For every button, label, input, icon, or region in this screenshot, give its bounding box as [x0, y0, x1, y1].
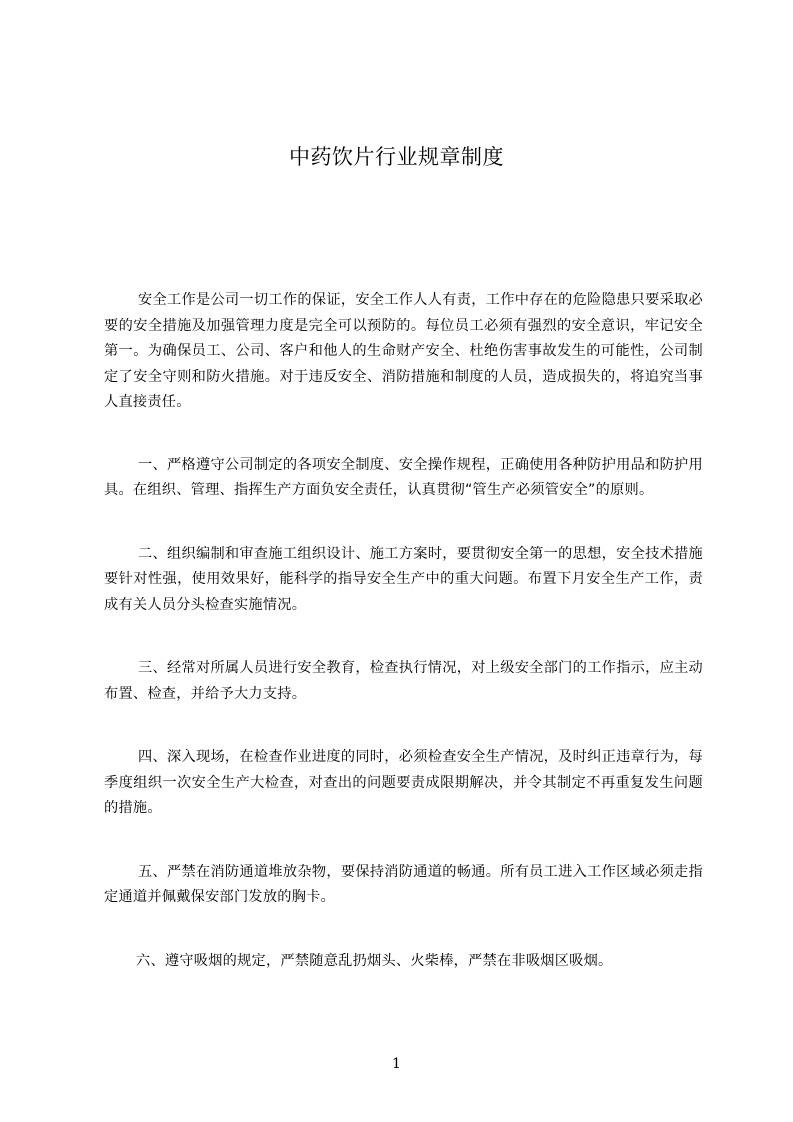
rule-paragraph-1: 一、严格遵守公司制定的各项安全制度、安全操作规程，正确使用各种防护用品和防护用具。在组织、管理、指挥生产方面负安全责任，认真贯彻“管生产必须管安全”的原则。: [104, 456, 703, 498]
rule-paragraph-6: 六、遵守吸烟的规定，严禁随意乱扔烟头、火柴棒，严禁在非吸烟区吸烟。: [136, 952, 613, 969]
rule-paragraph-4: 四、深入现场，在检查作业进度的同时，必须检查安全生产情况，及时纠正违章行为，每季度组织一次安全生产大检查，对查出的问题要责成限期解决，并令其制定不再重复发生问题的措施。: [104, 749, 703, 816]
rule-paragraph-3: 三、经常对所属人员进行安全教育，检查执行情况，对上级安全部门的工作指示，应主动布置、检查，并给予大力支持。: [104, 660, 703, 702]
document-title: 中药饮片行业规章制度: [289, 145, 504, 169]
document-body: [104, 288, 703, 1012]
page-number: 1: [392, 1056, 401, 1072]
intro-paragraph: 安全工作是公司一切工作的保证，安全工作人人有责，工作中存在的危险隐患只要采取必要的安全措施及加强管理力度是完全可以预防的。每位员工必须有强烈的安全意识，牢记安全第一。为确保员工、公司、客户和他人的生命财产安全、杜绝伤害事故发生的可能性，公司制定了安全守则和防火措施。对于违反安全、消防措施和制度的人员，造成损失的，将追究当事人直接责任。: [104, 292, 703, 410]
rule-paragraph-5: 五、严禁在消防通道堆放杂物，要保持消防通道的畅通。所有员工进入工作区域必须走指定通道并佩戴保安部门发放的胸卡。: [104, 863, 703, 905]
rule-paragraph-2: 二、组织编制和审查施工组织设计、施工方案时，要贯彻安全第一的思想，安全技术措施要针对性强，使用效果好，能科学的指导安全生产中的重大问题。布置下月安全生产工作，责成有关人员分头检查实施情况。: [104, 545, 703, 613]
